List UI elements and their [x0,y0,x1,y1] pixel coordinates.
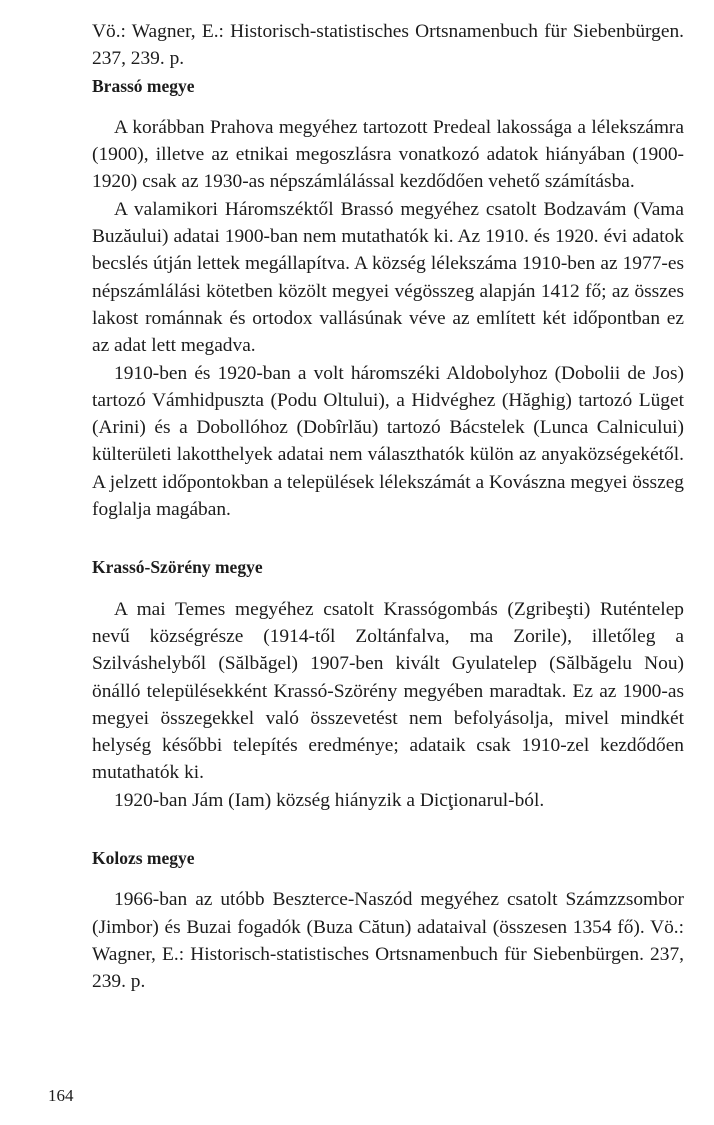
brasso-paragraph-3: 1910-ben és 1920-ban a volt háromszéki Aldobolyhoz (Dobolii de Jos) tartozó Vámhidpuszta (Podu Oltului), a Hidvéghez (Hăghig) tartozó Lüget (Arini) és a Dobollóhoz (Dobîrlău) tartozó Bácstelek (Lunca Calnicului) külterületi lakotthelyek adatai nem választhatók külön az anyaközségekétől. A jelzett időpontokban a települések lélekszámát a Kovászna megyei összeg foglalja magában. [92,362,684,521]
page-number: 164 [48,1086,74,1105]
krasso-paragraph-2: 1920-ban Jám (Iam) község hiányzik a Dicţionarul-ból. [114,789,545,811]
intro-reference: Vö.: Wagner, E.: Historisch-statistisches Ortsnamenbuch für Siebenbürgen. 237, 239. p. [92,21,684,70]
spacer [92,100,684,114]
page-body [92,18,684,996]
krasso-paragraph-1: A mai Temes megyéhez csatolt Krassógombás (Zgribeşti) Ruténtelep nevű községrésze (1914-től Zoltánfalva, ma Zorile), illetőleg a Szilváshelyből (Sălbăgel) 1907-ben kivált Gyulatelep (Sălbăgelu Nou) önálló településekként Krassó-Szörény megyében maradtak. Ez az 1900-as megyei összegekkel való összevetést nem befolyásolja, mivel mindkét helység későbbi telepítés eredménye; adataik csak 1910-zel kezdődően mutathatók ki. [92,598,684,784]
spacer [92,523,684,554]
section-heading-krasso-szoreny: Krassó-Szörény megye [92,557,263,578]
spacer [92,582,684,596]
kolozs-paragraph-1: 1966-ban az utóbb Beszterce-Naszód megyéhez csatolt Számzzsombor (Jimbor) és Buzai fogadók (Buza Cătun) adataival (összesen 1354 fő). Vö.: Wagner, E.: Historisch-statistisches Ortsnamenbuch für Siebenbürgen. 237, 239. p. [92,889,684,993]
spacer [92,872,684,886]
section-heading-brasso: Brassó megye [92,75,195,96]
spacer [92,814,684,845]
brasso-paragraph-2: A valamikori Háromszéktől Brassó megyéhez csatolt Bodzavám (Vama Buzăului) adatai 1900-ban nem mutathatók ki. Az 1910. és 1920. évi adatok becslés útján lettek megállapítva. A község lélekszáma 1910-ben az 1977-es népszámlálási kötetben közölt megyei végösszeg alapján 1412 fő; az összes lakost románnak és ortodox vallásúnak véve az említett két időpontban ez az adat lett megadva. [92,198,684,357]
section-heading-kolozs: Kolozs megye [92,848,195,869]
brasso-paragraph-1: A korábban Prahova megyéhez tartozott Predeal lakossága a lélekszámra (1900), illetve az etnikai megoszlásra vonatkozó adatok hiányában (1900-1920) csak az 1930-as népszámlálással kezdődően vehető számításba. [92,116,684,193]
